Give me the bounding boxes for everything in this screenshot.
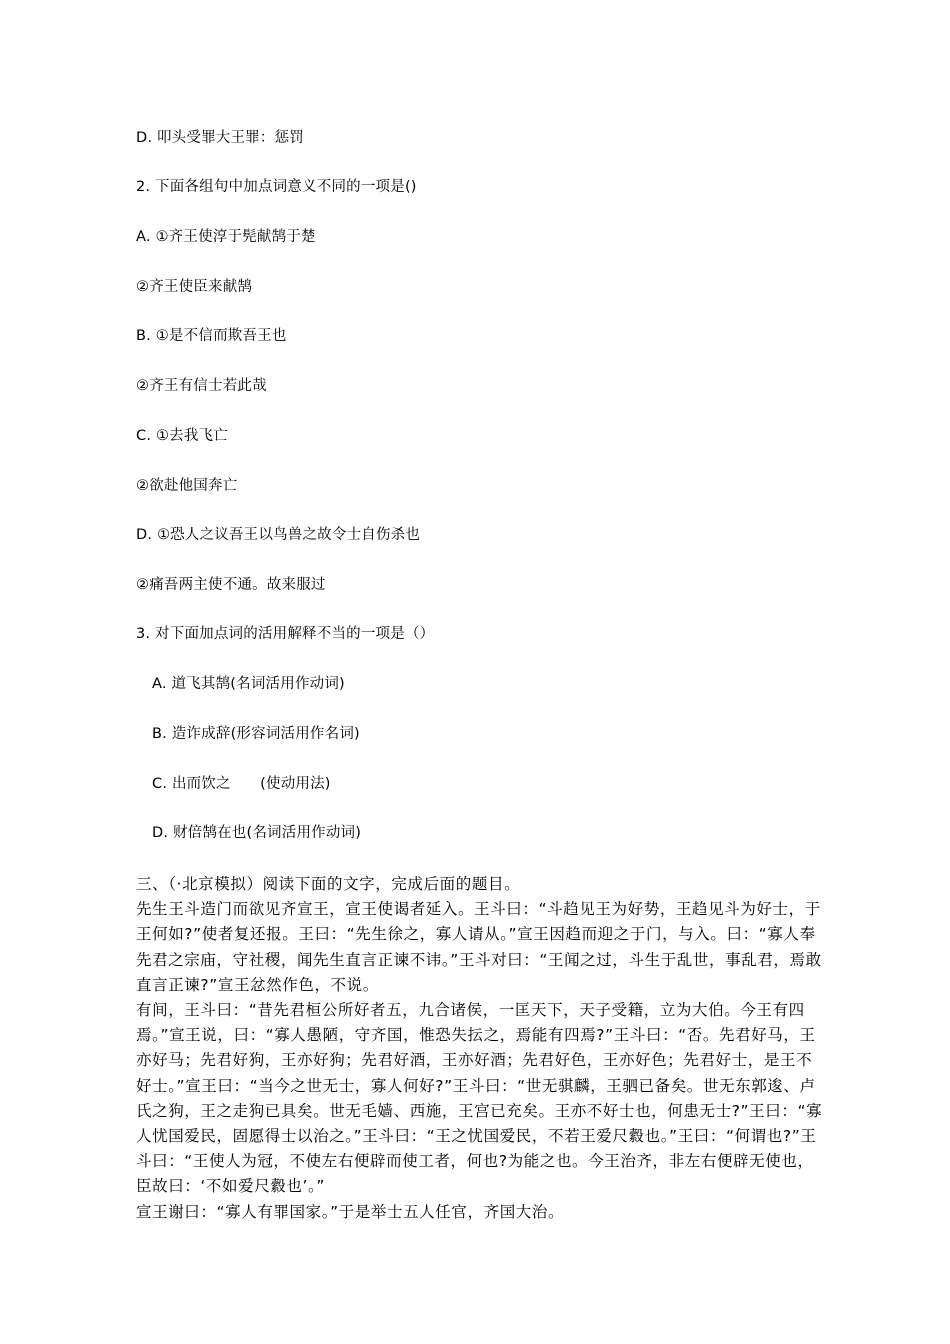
q3-option-d: D. 财倍鹄在也(名词活用作动词) (152, 825, 362, 841)
reading-passage (136, 872, 826, 1225)
section-heading: 三、（·北京模拟）阅读下面的文字，完成后面的题目。 (136, 875, 521, 893)
q1-option-d: D. 叩头受罪大王罪：惩罚 (136, 130, 304, 146)
passage-paragraph-1: 先生王斗造门而欲见齐宣王，宣王使谒者延入。王斗曰：“斗趋见王为好势，王趋见斗为好士，于王何如?”使者复还报。王曰：“先生徐之，寡人请从。”宣王因趋而迎之于门，与入。曰：“寡人奉先君之宗庙，守社稷，闻先生直言正谏不讳。”王斗对曰：“王闻之过，斗生于乱世，事乱君，焉敢直言正谏?”宣王忿然作色，不说。 (136, 900, 822, 994)
q3-option-b: B. 造诈成辞(形容词活用作名词) (152, 726, 360, 742)
passage-paragraph-2: 有间，王斗曰：“昔先君桓公所好者五，九合诸侯，一匡天下，天子受籍，立为大伯。今王有四焉。”宣王说，曰：“寡人愚陋，守齐国，惟恐失抎之，焉能有四焉?”王斗曰：“否。先君好马，王亦好马；先君好狗，王亦好狗；先君好酒，王亦好酒；先君好色，王亦好色；先君好士，是王不好士。”宣王曰：“当今之世无士，寡人何好?”王斗曰：“世无骐麟，王驷已备矣。世无东郭逡、卢氏之狗，王之走狗已具矣。世无毛嫱、西施，王宫已充矣。王亦不好士也，何患无士?”王曰：“寡人忧国爱民，固愿得士以治之。”王斗曰：“王之忧国爱民，不若王爱尺縠也。”王曰：“何谓也?”王斗曰：“王使人为冠，不使左右便辟而使工者，何也?为能之也。今王治齐，非左右便辟无使也，臣故曰：‘不如爱尺縠也’。” (136, 1001, 823, 1196)
q2-option-a-2: ②齐王使臣来献鹄 (136, 279, 253, 295)
q2-option-d-2: ②痛吾两主使不通。故来服过 (136, 577, 326, 593)
q2-option-d-1: D. ①恐人之议吾王以鸟兽之故令士自伤杀也 (136, 527, 421, 543)
q3-option-a: A. 道飞其鹄(名词活用作动词) (152, 676, 345, 692)
question-2-title: 2. 下面各组句中加点词意义不同的一项是() (136, 179, 417, 195)
q2-option-c-1: C. ①去我飞亡 (136, 428, 228, 444)
question-3-title: 3. 对下面加点词的活用解释不当的一项是（） (136, 626, 435, 642)
q2-option-a-1: A. ①齐王使淳于髡献鹄于楚 (136, 229, 316, 245)
q3-option-c: C. 出而饮之 (使动用法) (152, 776, 331, 792)
passage-paragraph-3: 宣王谢曰：“寡人有罪国家。”于是举士五人任官，齐国大治。 (136, 1202, 565, 1221)
q2-option-c-2: ②欲赴他国奔亡 (136, 478, 238, 494)
q2-option-b-2: ②齐王有信士若此哉 (136, 378, 267, 394)
q2-option-b-1: B. ①是不信而欺吾王也 (136, 328, 287, 344)
